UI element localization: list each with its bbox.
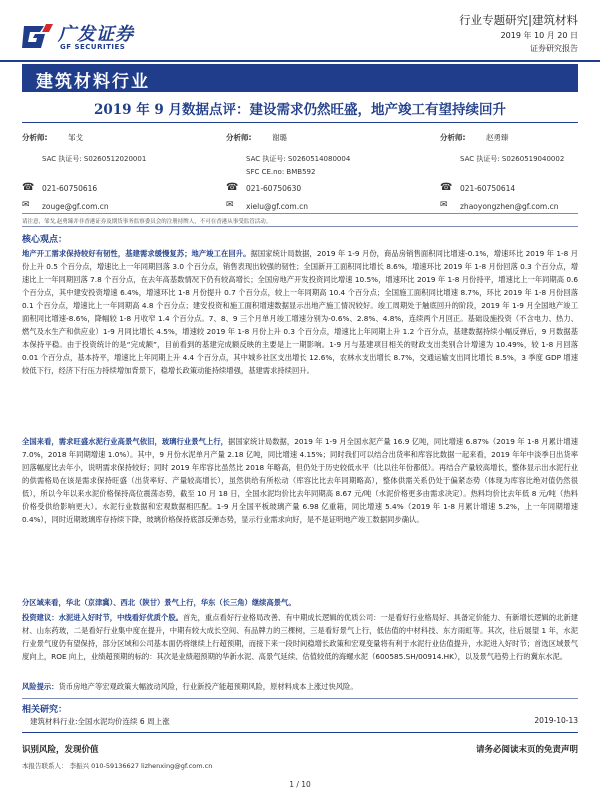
footer-disclaimer: 请务必阅读末页的免责声明 <box>475 745 578 755</box>
gf-securities-logo <box>20 18 180 60</box>
email-icon: ✉ <box>226 200 234 210</box>
paragraph-lead: 全国来看，需求旺盛水泥行业高景气依旧，玻璃行业景气上行， <box>22 437 229 446</box>
phone-icon: ☎ <box>226 182 239 193</box>
analyst-name: 邹戈 <box>68 133 83 142</box>
analyst-phone: 021-60750630 <box>246 184 302 193</box>
paragraph-body: 据国家统计局数据，2019 年 1-9 月份，商品房销售面积同比增速-0.1%，增速环比 2019 年 1-8 月份上升 0.5 个百分点，增速比上一年同期回落 3.0 个百分点，销售表现出较强的韧性；全国新开工面积同比增长 8.6%，增速环比 2019 年 1-8 月份回落 0.3 个百分点，增速比上一年同期回落 7.8 个百分点，在去年高基数情况下仍有较高增长；全国房地产开发投资同比增速 10.5%，增速环比 2019 年 1-8 月份持平，增速比上一年同期高 0.6 个百分点，其中建安投资增速 6.4%，增速环比 1-8 月份提升 0.7 个百分点，较上一年同期高 10.4 个百分点；全国施工面积同比增速 8.7%，环比 2019 年 1-8 月份回落 0.1 个百分点，增速比上一年同期高 4.8 个百分点；建安投资和施工面积增速数据显示出地产施工情况较好。竣工周期处于触底回升的阶段，2019 年 1-9 月全国地产竣工面积同比增速-8.6%，降幅较 1-8 月收窄 1.4 个百分点。7、8、9 三个月单月竣工增速分别为-0.6%、2.8%、4.8%，连续两个月回正。基础设施投资（不含电力、热力、燃气及水生产和供应业）1-9 月同比增长 4.5%，增速较 2019 年 1-8 月份上升 0.3 个百分点，增速比上年同期上升 1.2 个百分点，基建数据持续小幅反弹后，9 月数据基本保持平稳。由于投资统计的是“完成额”，目前看到的基建完成额反映的主要是上一期影响。1-9 月与基建项目相关的财政支出类别合计增速为 10.49%，较 1-8 月回落 0.01 个百分点，基本持平，增速比上年同期上升 4.4 个百分点，其中城乡社区支出增长 12.6%，农林水支出增长 8.7%，交通运输支出同比增长 8.5%，3 季度 GDP 增速较低下行，经济下行压力持续增加背景下，稳增长政策动能持续增强，基建需求持续回升。 <box>22 249 578 375</box>
industry-title: 建筑材料行业 <box>36 72 150 92</box>
related-research-heading: 相关研究： <box>22 705 68 715</box>
paragraph-body: 首先，重点看好行业格局改善、有中期成长逻辑的优质公司：一是看好行业格局好、具备定价能力、有新增长逻辑的北新建材、山东药玻，二是看好行业集中度在提升，中期有较大成长空间、有品牌力的三棵树，三是看好景气上行，低估值的中材科技、东方雨虹等。其次，往后展望 1 年，水泥行业景气度仍有望保持，部分区域和公司基本面仍将继续上行超预期，而接下来一段时间稳增长政策和宏观变量将有利于水泥行业估值提升，水泥进入好时节；首选区域景气度向上，ROE 向上，业绩超预期的标的：其次是业绩超预期的华新水泥、高景气延续、估值较低的海螺水泥（600585.SH/00914.HK），以及景气趋势上行的冀东水泥。 <box>22 613 578 661</box>
phone-icon: ☎ <box>440 182 453 193</box>
paragraph-regional <box>22 596 578 609</box>
analyst-label: 分析师: <box>226 133 252 142</box>
related-divider <box>22 698 578 699</box>
paragraph-lead: 投资建议：水泥进入好时节，中线看好优质个股。 <box>22 613 183 622</box>
report-date: 2019 年 10 月 20 日 <box>500 31 578 40</box>
report-category: 行业专题研究|建筑材料 <box>459 13 578 27</box>
analyst-phone: 021-60750614 <box>460 184 516 193</box>
email-icon: ✉ <box>440 200 448 210</box>
footer-divider <box>22 732 578 733</box>
title-divider <box>22 122 578 123</box>
contact-person: 本报告联系人： 李振兴 010-59136627 lizhenxing@gf.com.cn <box>22 762 213 770</box>
paragraph-cement-glass <box>22 435 578 526</box>
analyst-email[interactable]: zhaoyongzhen@gf.com.cn <box>460 202 559 211</box>
core-views-heading: 核心观点： <box>22 235 68 245</box>
analyst-label: 分析师: <box>22 133 48 142</box>
analyst-label: 分析师: <box>440 133 466 142</box>
phone-icon: ☎ <box>22 182 35 193</box>
paragraph-body: 货币房地产等宏观政策大幅波动风险，行业新投产能超预期风险，原材料成本上涨过快风险。 <box>58 682 358 691</box>
paragraph-lead: 地产开工需求保持较好有韧性，基建需求缓慢复苏；地产竣工在回升。 <box>22 249 251 258</box>
related-research-date: 2019-10-13 <box>534 716 578 725</box>
license-note: 请注意，邹戈,赵勇臻并非香港证券及期货事务监察委员会的注册持牌人，不可在香港从事受监管活动。 <box>22 219 272 225</box>
paragraph-lead: 风险提示： <box>22 682 59 691</box>
report-type: 证券研究报告 <box>530 44 578 53</box>
analyst-sac: SAC 执证号: S0260519040002 <box>460 155 565 163</box>
gf-logo-icon <box>20 20 54 54</box>
note-divider <box>22 226 578 227</box>
page-number: 1 / 10 <box>289 780 311 789</box>
logo-chinese-name: 广发证券 <box>58 24 134 45</box>
analyst-sac: SAC 执证号: S0260514080004 <box>246 155 351 163</box>
email-icon: ✉ <box>22 200 30 210</box>
analyst-email[interactable]: zouge@gf.com.cn <box>42 202 109 211</box>
analyst-divider <box>22 213 578 214</box>
analyst-sac: SAC 执证号: S0260512020001 <box>42 155 147 163</box>
industry-banner <box>22 64 578 92</box>
analyst-phone: 021-60750616 <box>42 184 98 193</box>
paragraph-lead: 分区域来看，华北（京津冀）、西北（陕甘）景气上行，华东（长三角）继续高景气。 <box>22 598 296 607</box>
analyst-sfc: SFC CE.no: BMB592 <box>246 168 316 176</box>
analyst-email[interactable]: xielu@gf.com.cn <box>246 202 308 211</box>
paragraph-body: 据国家统计局数据，2019 年 1-9 月全国水泥产量 16.9 亿吨，同比增速 6.87%（2019 年 1-8 月累计增速 7.0%，2018 年同期增速 1.0%）。其中，9 月份水泥单月产量 2.18 亿吨，同比增速 4.15%；同时我们可以结合出货率和库容比数据一起来看，2019 年年中淡季日出货率回落幅度比去年小，说明需求保持较好；同时 2019 年库容比虽然比 2018 年略高，但仍处于历史较低水平（比以往年份都低）。再结合产量较高增长，整体显示出水泥行业的供需格局在该是需求保持旺盛（出货率好、产量较高增长），虽然供给有所松动（库容比比去年同期略高），整体供需关系仍处于偏紧态势（体现为库容比绝对值仍然很低），所以今年以来水泥价格保持高位震荡态势，截至 10 月 18 日，全国水泥均价比去年同期高 8.67 元/吨（水泥价格更多由需求决定）。热料均价比去年低 8 元/吨（热料价格受供给影响更大）。水泥行业数据和宏观数据相匹配。1-9 月全国平板玻璃产量 6.98 亿重箱，同比增速 5.4%（2019 年 1-8 月累计增速 5.2%，上一年同期增速 0.4%），同时近期玻璃库存持续下降，玻璃价格保持底部反弹态势，显示行业需求向好，是不是证明地产竣工数据同步确认。 <box>22 437 578 524</box>
header-divider <box>0 60 600 62</box>
related-research-link[interactable]: 建筑材料行业:全国水泥均价连续 6 周上涨 <box>30 717 170 726</box>
analyst-name: 谢璐 <box>272 133 287 142</box>
paragraph-investment-advice <box>22 611 578 663</box>
analyst-name: 赵勇臻 <box>486 133 509 142</box>
footer-slogan: 识别风险，发现价值 <box>22 745 99 755</box>
paragraph-risk <box>22 680 578 693</box>
report-title: 2019 年 9 月数据点评：建设需求仍然旺盛，地产竣工有望持续回升 <box>93 102 507 118</box>
logo-english-name: GF SECURITIES <box>60 43 126 51</box>
paragraph-real-estate <box>22 247 578 377</box>
